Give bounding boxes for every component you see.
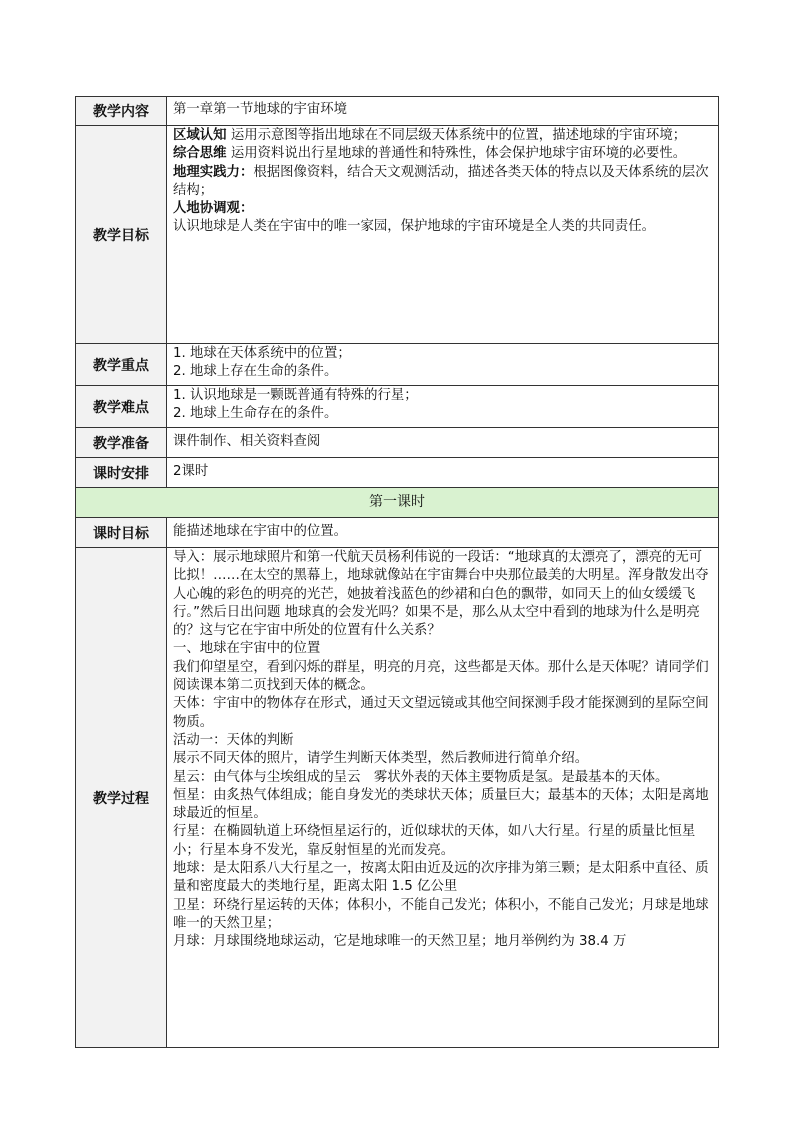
objectives-cell: [167, 126, 719, 344]
row-label-key-points: 教学重点: [76, 344, 167, 386]
row-label-process: 教学过程: [76, 548, 167, 1048]
difficulty-1: 1. 认识地球是一颗既普通有特殊的行星；: [173, 388, 418, 403]
row-label-schedule: 课时安排: [76, 458, 167, 488]
key-point-1: 1. 地球在天体系统中的位置；: [173, 346, 351, 361]
row-label-content: 教学内容: [76, 97, 167, 126]
difficulties-cell: [167, 386, 719, 428]
section-header: 第一课时: [76, 488, 719, 518]
process-paragraph: 星云：由气体与尘埃组成的呈云 雾状外表的天体主要物质是氢。是最基本的天体。: [173, 769, 669, 785]
row-label-difficulties: 教学难点: [76, 386, 167, 428]
process-paragraph: 一、地球在宇宙中的位置: [173, 641, 321, 657]
process-paragraph: 天体：宇宙中的物体存在形式，通过天文望远镜或其他空间探测手段才能探测到的星际空间物质。: [173, 696, 709, 730]
objective-tail: 认识地球是人类在宇宙中的唯一家园，保护地球的宇宙环境是全人类的共同责任。: [173, 219, 656, 235]
process-cell: [167, 548, 719, 1048]
process-paragraph: 月球：月球围绕地球运动，它是地球唯一的天然卫星；地月举例约为 38.4 万: [173, 934, 627, 950]
process-paragraph: 导入：展示地球照片和第一代航天员杨利伟说的一段话：“地球真的太漂亮了，漂亮的无可比拟！……在太空的黑幕上，地球就像站在宇宙舞台中央那位最美的大明星。浑身散发出夺人心魄的彩色的明亮的光芒，她披着浅蓝色的纱裙和白色的飘带，如同天上的仙女缓缓飞行。”然后日出问题 地球真的会发光吗？如果不是，那么从太空中看到的地球为什么是明亮的？这与它在宇宙中所处的位置有什么关系？: [173, 550, 709, 639]
process-paragraph: 活动一：天体的判断: [173, 732, 294, 748]
objective-1: 区域认知 运用示意图等指出地球在不同层级天体系统中的位置，描述地球的宇宙环境；: [173, 128, 687, 143]
lesson-plan-table: [75, 96, 719, 1048]
process-paragraph: 行星：在椭圆轨道上环绕恒星运行的，近似球状的天体，如八大行星。行星的质量比恒星小；行星本身不发光，靠反射恒星的光而发亮。: [173, 824, 696, 858]
difficulty-2: 2. 地球上生命存在的条件。: [173, 406, 338, 422]
row-label-lesson-goal: 课时目标: [76, 518, 167, 548]
key-points-cell: [167, 344, 719, 386]
process-paragraph: 恒星：由炙热气体组成；能自身发光的类球状天体；质量巨大；最基本的天体；太阳是离地球最近的恒星。: [173, 787, 709, 822]
schedule-text: 2课时: [167, 458, 719, 488]
preparation-text: 课件制作、相关资料查阅: [167, 428, 719, 458]
row-label-preparation: 教学准备: [76, 428, 167, 458]
objective-4: 人地协调观：: [173, 201, 254, 217]
process-paragraph: 卫星：环绕行星运转的天体；体积小，不能自己发光；体积小，不能自己发光；月球是地球唯一的天然卫星；: [173, 897, 709, 931]
objective-3: 地理实践力：根据图像资料，结合天文观测活动，描述各类天体的特点以及天体系统的层次结构；: [173, 164, 709, 198]
process-paragraph: 我们仰望星空，看到闪烁的群星，明亮的月亮，这些都是天体。那什么是天体呢？请同学们阅读课本第二页找到天体的概念。: [173, 659, 709, 694]
key-point-2: 2. 地球上存在生命的条件。: [173, 364, 338, 380]
process-paragraph: 展示不同天体的照片，请学生判断天体类型，然后教师进行简单介绍。: [173, 751, 589, 767]
lesson-content: 第一章第一节地球的宇宙环境: [167, 97, 719, 126]
objective-2: 综合思维 运用资料说出行星地球的普通性和特殊性，体会保护地球宇宙环境的必要性。: [173, 146, 687, 162]
row-label-objectives: 教学目标: [76, 126, 167, 344]
process-paragraph: 地球：是太阳系八大行星之一，按离太阳由近及远的次序排为第三颗；是太阳系中直径、质量和密度最大的类地行星，距离太阳 1.5 亿公里: [173, 861, 709, 895]
lesson-goal-text: 能描述地球在宇宙中的位置。: [167, 518, 719, 548]
